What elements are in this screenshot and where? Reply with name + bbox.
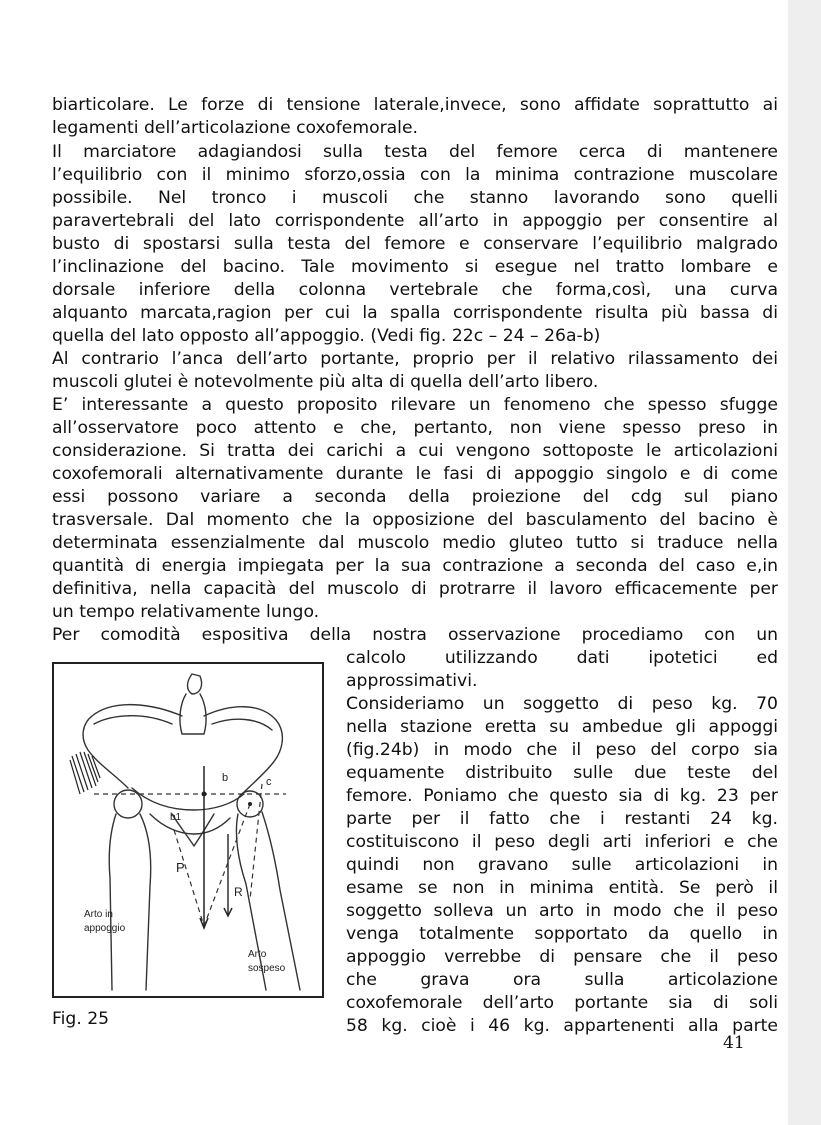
text-line: paravertebrali del lato corrispondente all’arto in appoggio per consentire al: [52, 211, 778, 231]
text-line: possibile. Nel tronco i muscoli che stanno lavorando sono quelli: [52, 188, 778, 208]
text-line: parte per il fatto che i restanti 24 kg.: [346, 809, 778, 829]
letter-r: R: [234, 885, 243, 899]
text-line: appoggio verrebbe di pensare che il peso: [346, 947, 778, 967]
text-line: nella stazione eretta su ambedue gli appoggi: [346, 717, 778, 737]
text-line: venga totalmente sopportato da quello in: [346, 924, 778, 944]
label-lifted-leg: Arto sospeso: [248, 949, 286, 974]
text-line: quella del lato opposto all’appoggio. (Vedi fig. 22c – 24 – 26a-b): [52, 326, 601, 346]
text-line: coxofemorali alternativamente durante le fasi di appoggio singolo e di come: [52, 464, 778, 484]
text-line: l’inclinazione del bacino. Tale movimento si esegue nel tratto lombare e: [52, 257, 778, 277]
text-line: coxofemorale dell’arto portante sia di soli: [346, 993, 778, 1013]
text-line: Al contrario l’anca dell’arto portante, proprio per il relativo rilassamento dei: [52, 349, 778, 369]
text-line: E’ interessante a questo proposito rilevare un fenomeno che spesso sfugge: [52, 395, 778, 415]
letter-p: P: [176, 860, 185, 875]
text-line: definitiva, nella capacità del muscolo di protrarre il lavoro efficacemente per: [52, 579, 778, 599]
page-number: 41: [723, 1033, 745, 1053]
text-line: 58 kg. cioè i 46 kg. appartenenti alla parte: [346, 1016, 778, 1036]
text-line: quindi non gravano sulle articolazioni in: [346, 855, 778, 875]
text-line: determinata essenzialmente dal muscolo medio gluteo tutto si traduce nella: [52, 533, 778, 553]
text-line: approssimativi.: [346, 671, 478, 691]
text-line: all’osservatore poco attento e che, pertanto, non viene spesso preso in: [52, 418, 778, 438]
text-line: un tempo relativamente lungo.: [52, 602, 320, 622]
letter-b1: b1: [170, 812, 182, 823]
letter-c: c: [266, 776, 272, 788]
text-line: (fig.24b) in modo che il peso del corpo sia: [346, 740, 778, 760]
text-line: femore. Poniamo che questo sia di kg. 23 per: [346, 786, 778, 806]
text-line: quantità di energia impiegata per la sua contrazione a seconda del caso e,in: [52, 556, 778, 576]
text-line: l’equilibrio con il minimo sforzo,ossia con la minima contrazione muscolare: [52, 165, 778, 185]
letter-b: b: [222, 772, 229, 784]
page-margin-strip: [788, 0, 821, 1125]
figure-caption: Fig. 25: [52, 1009, 110, 1029]
text-line: calcolo utilizzando dati ipotetici ed: [346, 648, 778, 668]
text-line: biarticolare. Le forze di tensione laterale,invece, sono affidate soprattutto ai: [52, 95, 778, 115]
text-line: Consideriamo un soggetto di peso kg. 70: [346, 694, 778, 714]
text-line: dorsale inferiore della colonna vertebrale che forma,così, una curva: [52, 280, 778, 300]
text-line: considerazione. Si tratta dei carichi a cui vengono sottoposte le articolazioni: [52, 441, 778, 461]
text-line: esame se non in minima entità. Se però il: [346, 878, 778, 898]
text-line: trasversale. Dal momento che la opposizione del basculamento del bacino è: [52, 510, 778, 530]
text-line: soggetto solleva un arto in modo che il peso: [346, 901, 778, 921]
text-line: essi possono variare a seconda della proiezione del cdg sul piano: [52, 487, 778, 507]
label-supporting-leg: Arto in appoggio: [84, 909, 126, 934]
pelvis-illustration: [54, 664, 322, 996]
text-line: Il marciatore adagiandosi sulla testa del femore cerca di mantenere: [52, 142, 778, 162]
pelvis-figure: [52, 662, 324, 998]
text-line: che grava ora sulla articolazione: [346, 970, 778, 990]
text-line: alquanto marcata,ragion per cui la spalla corrispondente risulta più bassa di: [52, 303, 778, 323]
text-line: muscoli glutei è notevolmente più alta di quella dell’arto libero.: [52, 372, 599, 392]
text-line: costituiscono il peso degli arti inferiori e che: [346, 832, 778, 852]
text-line: busto di spostarsi sulla testa del femore e conservare l’equilibrio malgrado: [52, 234, 778, 254]
text-line: equamente distribuito sulle due teste del: [346, 763, 778, 783]
text-line: Per comodità espositiva della nostra osservazione procediamo con un: [52, 625, 778, 645]
text-line: legamenti dell’articolazione coxofemorale.: [52, 118, 418, 138]
